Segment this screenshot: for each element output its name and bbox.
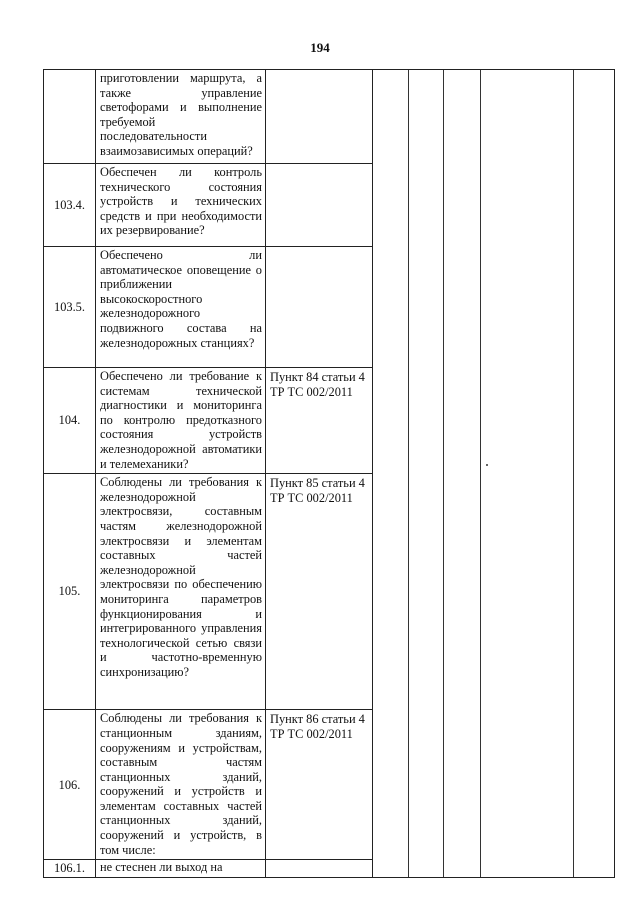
column-divider [480,70,481,877]
legal-reference [266,860,373,878]
legal-reference: Пункт 86 статьи 4 ТР ТС 002/2011 [266,710,373,860]
page-number: 194 [310,40,330,55]
requirement-question: Обеспечено ли автоматическое оповещение о приближении высокоскоростного железнодорожного подвижного состава на железнодорожных станциях? [96,247,266,368]
assessment-columns [373,70,615,878]
column-divider [443,70,444,877]
table-row [44,70,615,164]
column-divider [573,70,574,877]
legal-reference [266,164,373,247]
legal-reference: Пункт 85 статьи 4 ТР ТС 002/2011 [266,474,373,710]
legal-reference: Пункт 84 статьи 4 ТР ТС 002/2011 [266,368,373,474]
requirement-question: Обеспечено ли требование к системам технической диагностики и мониторинга по контролю предотказного состояния устройств железнодорожной автоматики и телемеханики? [96,368,266,474]
requirement-question: Обеспечен ли контроль технического состояния устройств и технических средств и при необходимости их резервирование? [96,164,266,247]
checklist-table [43,69,615,878]
row-number [44,70,96,164]
row-number: 106. [44,710,96,860]
requirement-question: не стеснен ли выход на [96,860,266,878]
row-number: 103.4. [44,164,96,247]
row-number: 106.1. [44,860,96,878]
legal-reference [266,247,373,368]
row-number: 103.5. [44,247,96,368]
row-number: 104. [44,368,96,474]
scan-speck [486,464,488,466]
requirement-question: приготовлении маршрута, а также управление светофорами и выполнение требуемой последовательности взаимозависимых операций? [96,70,266,164]
legal-reference [266,70,373,164]
row-number: 105. [44,474,96,710]
column-divider [408,70,409,877]
requirement-question: Соблюдены ли требования к железнодорожной электросвязи, составным частям железнодорожной электросвязи и элементам составных частей железнодорожной электросвязи по обеспечению мониторинга параметров функционирования и интегрированного управления технологической сетью связи и частотно-временную синхронизацию? [96,474,266,710]
requirement-question: Соблюдены ли требования к станционным зданиям, сооружениям и устройствам, составным частям станционных зданий, сооружений и устройств и элементам составных частей станционных зданий, сооружений и устройств, в том числе: [96,710,266,860]
